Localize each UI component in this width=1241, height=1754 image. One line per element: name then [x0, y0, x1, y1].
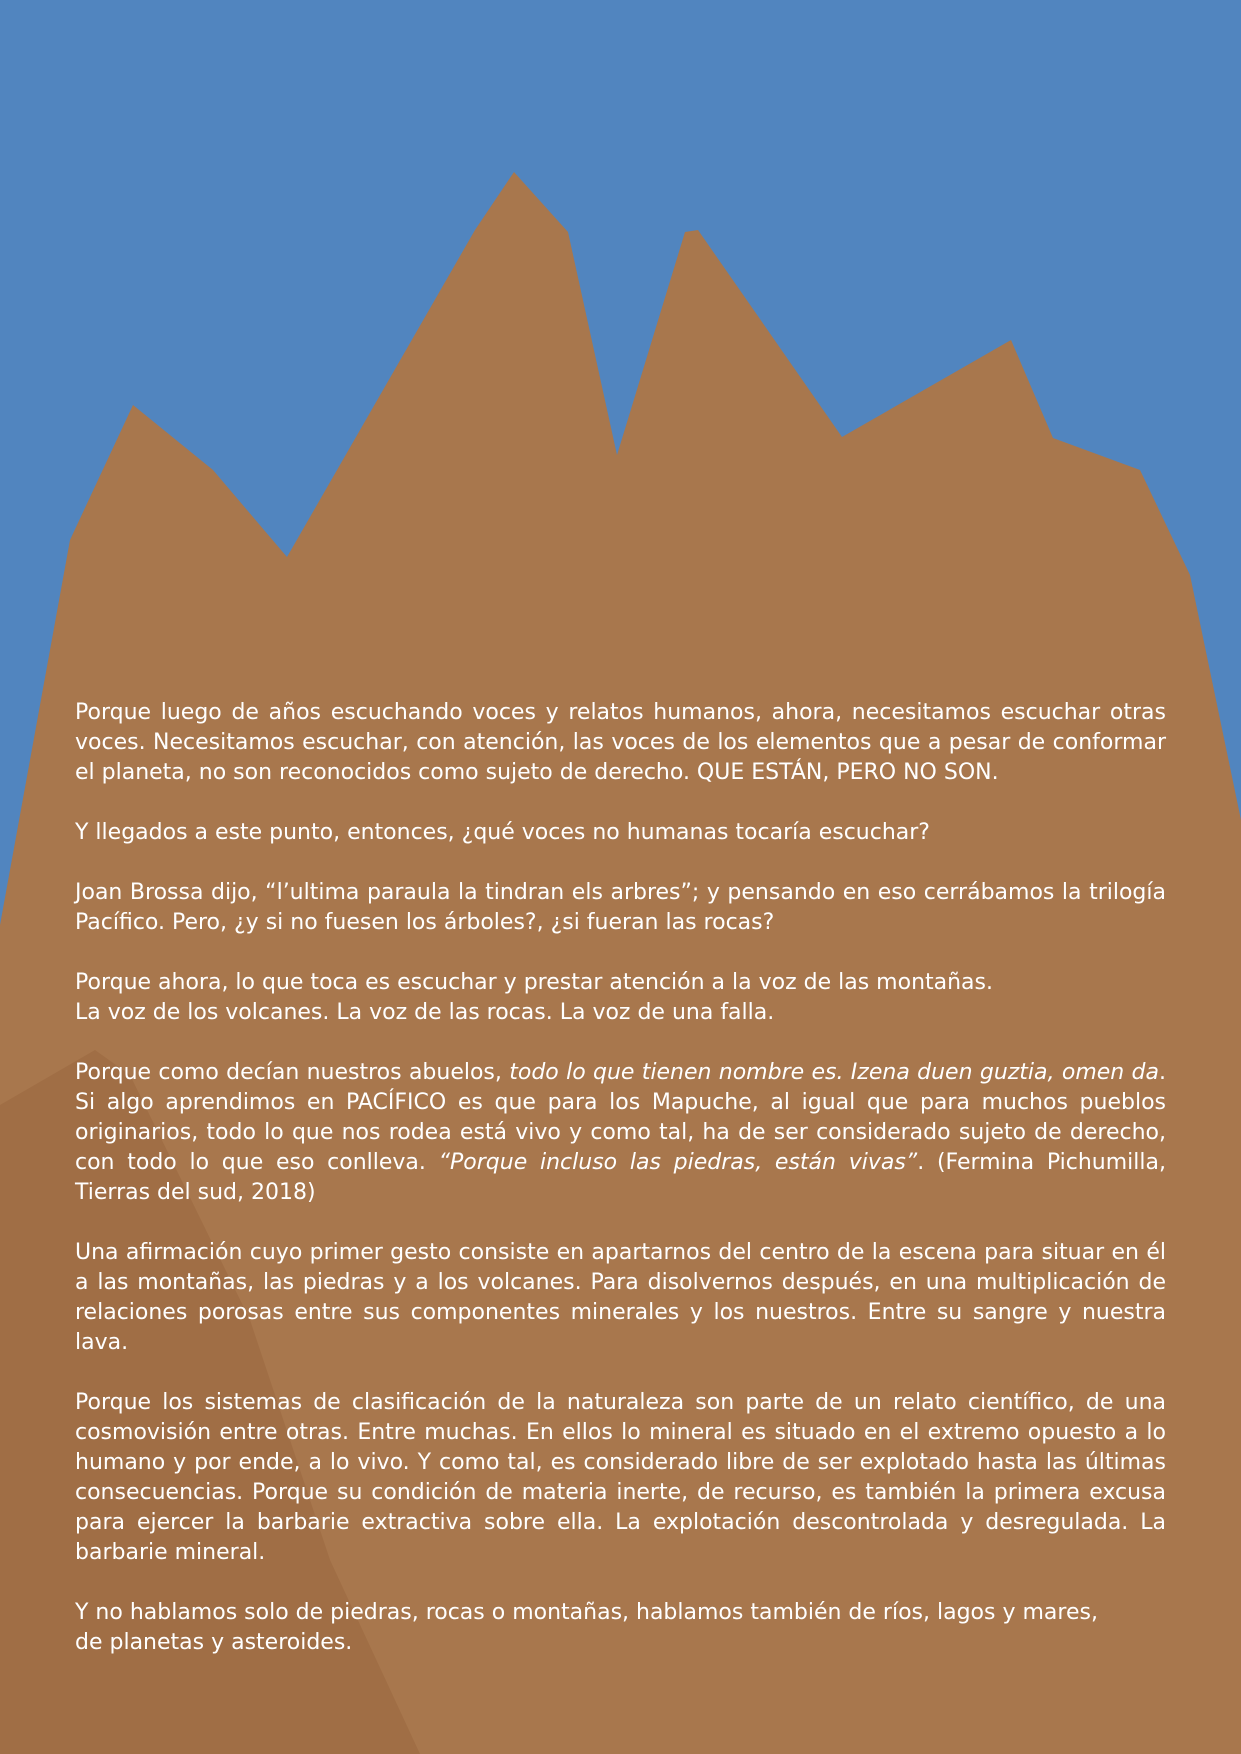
paragraph-ancestors: [75, 1058, 1166, 1208]
body-text: [75, 698, 1166, 1658]
mountains-line-2: La voz de los volcanes. La voz de las rocas. La voz de una falla.: [75, 1000, 775, 1025]
closing-line-2: de planetas y asteroides.: [75, 1630, 353, 1655]
ancestors-quote: “Porque incluso las piedras, están vivas”: [438, 1150, 918, 1175]
paragraph-voices: Porque luego de años escuchando voces y relatos humanos, ahora, necesitamos escuchar otras voces. Necesitamos escuchar, con atención, las voces de los elementos que a pesar de conformar el planeta, no son reconocidos como sujeto de derecho. QUE ESTÁN, PERO NO SON.: [75, 700, 1166, 785]
ancestors-citation: . (Fermina Pichumilla, Tierras del sud, 2018): [75, 1150, 1166, 1205]
closing-line-1: Y no hablamos solo de piedras, rocas o montañas, hablamos también de ríos, lagos y mares,: [75, 1600, 1098, 1625]
paragraph-mountains: [75, 968, 1166, 1028]
mountains-line-1: Porque ahora, lo que toca es escuchar y prestar atención a la voz de las montañas.: [75, 970, 993, 995]
ancestors-saying: todo lo que tienen nombre es. Izena duen guztia, omen da: [509, 1060, 1159, 1085]
ancestors-body: . Si algo aprendimos en PACÍFICO es que para los Mapuche, al igual que para muchos pueblos originarios, todo lo que nos rodea está vivo y como tal, ha de ser considerado sujeto de derecho, con todo lo que eso conlleva.: [75, 1060, 1166, 1175]
ancestors-intro: Porque como decían nuestros abuelos,: [75, 1060, 510, 1085]
paragraph-classification: Porque los sistemas de clasificación de la naturaleza son parte de un relato científico, de una cosmovisión entre otras. Entre muchas. En ellos lo mineral es situado en el extremo opuesto a lo humano y por ende, a lo vivo. Y como tal, es considerado libre de ser explotado hasta las últimas consecuencias. Porque su condición de materia inerte, de recurso, es también la primera excusa para ejercer la barbarie extractiva sobre ella. La explotación descontrolada y desregulada. La barbarie mineral.: [75, 1390, 1166, 1565]
paragraph-closing: [75, 1598, 1166, 1658]
paragraph-question: Y llegados a este punto, entonces, ¿qué voces no humanas tocaría escuchar?: [75, 820, 930, 845]
paragraph-brossa: Joan Brossa dijo, “l’ultima paraula la tindran els arbres”; y pensando en eso cerrábamos la trilogía Pacífico. Pero, ¿y si no fuesen los árboles?, ¿si fueran las rocas?: [75, 880, 1166, 935]
paragraph-affirmation: Una afirmación cuyo primer gesto consiste en apartarnos del centro de la escena para situar en él a las montañas, las piedras y a los volcanes. Para disolvernos después, en una multiplicación de relaciones porosas entre sus componentes minerales y los nuestros. Entre su sangre y nuestra lava.: [75, 1240, 1166, 1355]
